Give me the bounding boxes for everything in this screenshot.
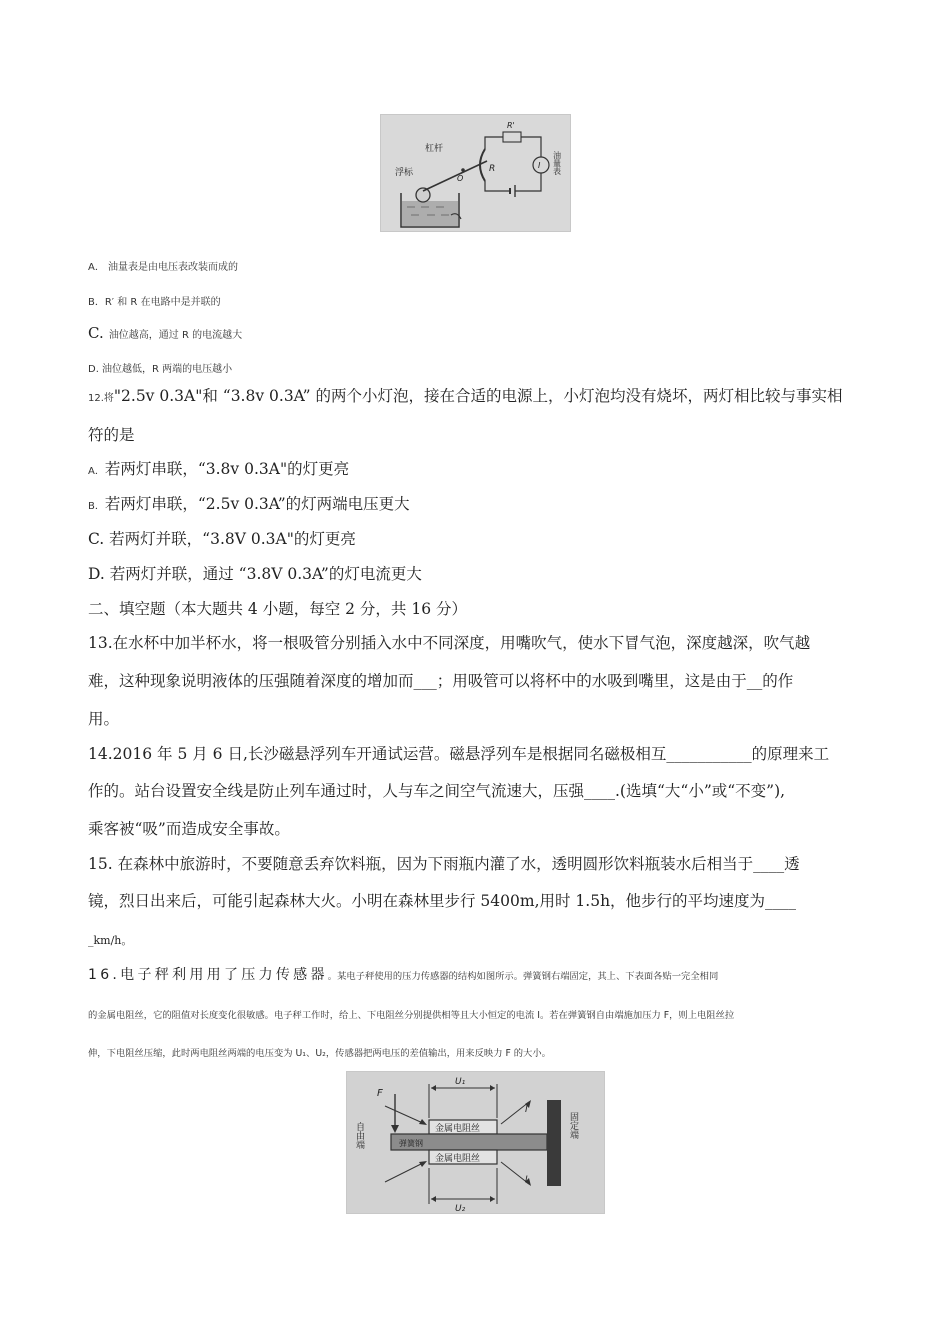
- q14-line2: 作的。站台设置安全线是防止列车通过时，人与车之间空气流速大，压强____.(选填“大“小”或“不变”),: [88, 782, 786, 800]
- spring-steel-label: 弹簧钢: [399, 1139, 423, 1148]
- q13-line2: 难，这种现象说明液体的压强随着深度的增加而___；用吸管可以将杯中的水吸到嘴里，这是由于__的作: [88, 672, 794, 690]
- current-top-label: I: [525, 1105, 528, 1115]
- oil-meter-label: 油量表: [552, 151, 562, 175]
- q12-option-c: C. 若两灯并联，“3.8V 0.3A"的灯更亮: [88, 530, 356, 548]
- q12-stem-text: "2.5v 0.3A"和 “3.8v 0.3A” 的两个小灯泡，接在合适的电源上，小灯泡均没有烧坏，两灯相比较与事实相: [113, 387, 843, 405]
- q13-line1: 13.在水杯中加半杯水，将一根吸管分别插入水中不同深度，用嘴吹气，使水下冒气泡，深度越深，吹气越: [88, 634, 811, 652]
- q11-option-c-prefix: C.: [88, 324, 104, 342]
- fixed-end-label: 固定端: [568, 1112, 578, 1139]
- lever-label: 杠杆: [425, 144, 444, 154]
- q16-line3: 伸，下电阻丝压缩，此时两电阻丝两端的电压变为 U₁、U₂，传感器把两电压的差值输出，用来反映力 F 的大小。: [88, 1048, 551, 1059]
- q13-line3: 用。: [88, 710, 120, 728]
- q12-option-a-prefix: A．: [88, 466, 105, 477]
- float-label: 浮标: [395, 168, 414, 178]
- q14-line3: 乘客被“吸”而造成安全事故。: [88, 820, 290, 838]
- q11-option-a: A． 油量表是由电压表改装而成的: [88, 262, 239, 273]
- q12-option-b: [88, 495, 410, 514]
- q16-heading: 16.电子秤利用用了压力传感器: [88, 967, 328, 983]
- q15-line2: 镜，烈日出来后，可能引起森林大火。小明在森林里步行 5400m,用时 1.5h，他步行的平均速度为____: [88, 892, 797, 910]
- meter-current-label: I: [538, 161, 541, 170]
- q11-option-c-text: 油位越高，通过 R 的电流越大: [108, 330, 243, 341]
- free-end-label: 自由端: [354, 1122, 364, 1149]
- q16-line1-rest: 。某电子秤使用的压力传感器的结构如图所示。弹簧钢右端固定，其上、下表面各贴一完全相同: [327, 971, 719, 982]
- resistor-rprime-label: R': [507, 121, 515, 130]
- oil-gauge-circuit-figure: [380, 114, 571, 232]
- q11-option-c: [88, 323, 242, 342]
- q16-line2: 的金属电阻丝，它的阻值对长度变化很敏感。电子秤工作时，给上、下电阻丝分别提供相等且大小恒定的电流 I。若在弹簧钢自由端施加压力 F，则上电阻丝拉: [88, 1010, 735, 1021]
- force-f-label: F: [377, 1088, 383, 1099]
- section-2-title: 二、填空题（本大题共 4 小题，每空 2 分，共 16 分）: [88, 600, 468, 618]
- q11-option-b: B．R′ 和 R 在电路中是并联的: [88, 297, 221, 308]
- q15-line3: _km/h。: [88, 934, 133, 947]
- q12-stem-line1: [88, 387, 842, 406]
- current-bottom-label: I: [525, 1175, 528, 1185]
- q12-option-a-text: 若两灯串联，“3.8v 0.3A"的灯更亮: [104, 460, 350, 478]
- q12-option-b-prefix: B．: [88, 501, 105, 512]
- u1-label: U₁: [455, 1077, 466, 1087]
- resistor-r-label: R: [489, 164, 496, 174]
- q14-line1: 14.2016 年 5 月 6 日,长沙磁悬浮列车开通试运营。磁悬浮列车是根据同名磁极相互___________的原理来工: [88, 745, 830, 763]
- q11-option-d: D. 油位越低，R 两端的电压越小: [88, 364, 233, 375]
- q12-option-d: D. 若两灯并联，通过 “3.8V 0.3A”的灯电流更大: [88, 565, 422, 583]
- q15-line1: 15. 在森林中旅游时，不要随意丢弃饮料瓶，因为下雨瓶内灌了水，透明圆形饮料瓶装水后相当于____透: [88, 855, 800, 873]
- pressure-sensor-diagram: [347, 1072, 604, 1213]
- pivot-o-label: O: [457, 174, 464, 183]
- pressure-sensor-figure: [346, 1071, 605, 1214]
- oil-gauge-circuit-diagram: [381, 115, 570, 231]
- q12-number: 12.将: [88, 393, 114, 404]
- top-wire-label: 金属电阻丝: [435, 1124, 481, 1134]
- q16-line1: [88, 964, 718, 984]
- bottom-wire-label: 金属电阻丝: [435, 1154, 481, 1164]
- q12-option-b-text: 若两灯串联，“2.5v 0.3A”的灯两端电压更大: [104, 495, 410, 513]
- q12-option-a: [88, 460, 349, 479]
- q12-stem-line2: 符的是: [88, 426, 135, 444]
- u2-label: U₂: [455, 1204, 466, 1213]
